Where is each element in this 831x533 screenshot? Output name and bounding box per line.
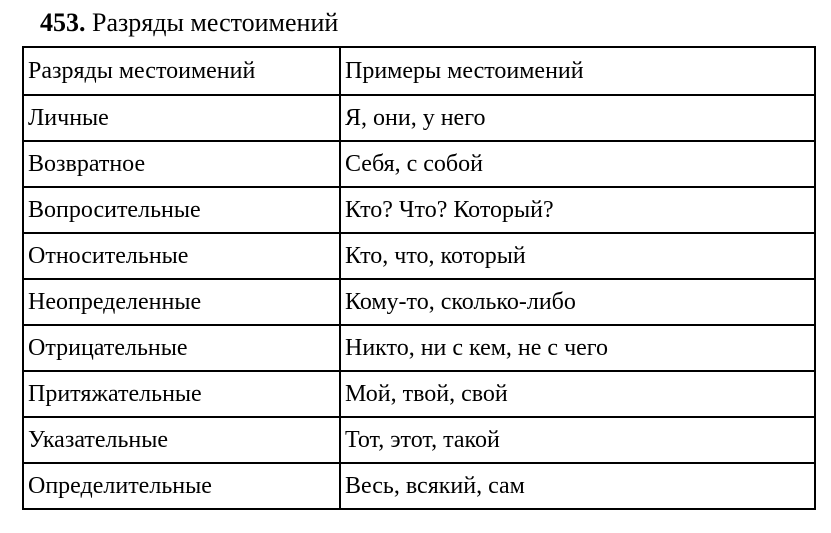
table-row — [23, 417, 815, 463]
examples-cell: Кому-то, сколько-либо — [340, 279, 815, 325]
exercise-number: 453. — [40, 8, 86, 37]
examples-cell: Я, они, у него — [340, 95, 815, 141]
table-row — [23, 279, 815, 325]
exercise-title — [40, 6, 338, 40]
table-row — [23, 233, 815, 279]
category-cell: Определительные — [23, 463, 340, 509]
exercise-title-text: Разряды местоимений — [92, 8, 339, 37]
examples-cell: Кто? Что? Который? — [340, 187, 815, 233]
examples-cell: Весь, всякий, сам — [340, 463, 815, 509]
category-cell: Относительные — [23, 233, 340, 279]
examples-cell: Себя, с собой — [340, 141, 815, 187]
table-row — [23, 371, 815, 417]
table-row — [23, 463, 815, 509]
examples-cell: Мой, твой, свой — [340, 371, 815, 417]
examples-cell: Никто, ни с кем, не с чего — [340, 325, 815, 371]
table-header-row — [23, 47, 815, 95]
table-row — [23, 187, 815, 233]
column-header-examples: Примеры местоимений — [340, 47, 815, 95]
pronoun-categories-table — [22, 46, 816, 510]
examples-cell: Тот, этот, такой — [340, 417, 815, 463]
table-row — [23, 325, 815, 371]
category-cell: Отрицательные — [23, 325, 340, 371]
category-cell: Неопределенные — [23, 279, 340, 325]
category-cell: Вопросительные — [23, 187, 340, 233]
table-row — [23, 95, 815, 141]
category-cell: Указательные — [23, 417, 340, 463]
category-cell: Возвратное — [23, 141, 340, 187]
category-cell: Притяжательные — [23, 371, 340, 417]
examples-cell: Кто, что, который — [340, 233, 815, 279]
column-header-category: Разряды местоимений — [23, 47, 340, 95]
category-cell: Личные — [23, 95, 340, 141]
table-row — [23, 141, 815, 187]
